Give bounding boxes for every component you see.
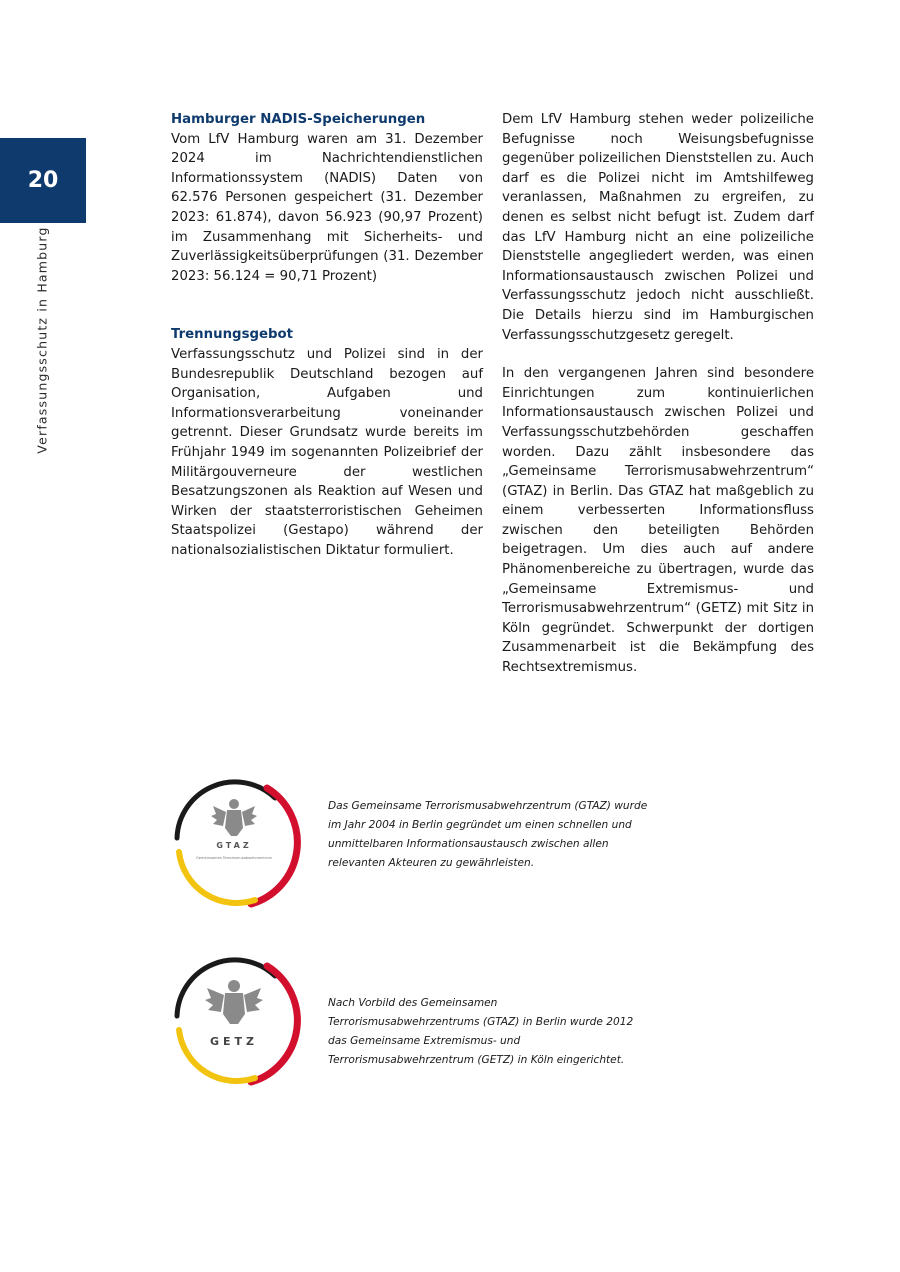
section-body-trennungsgebot: Verfassungsschutz und Polizei sind in der Bundesrepublik Deutschland bezogen auf Organisation, Aufgaben und Informationsverarbeitung voneinander getrennt. Dieser Grundsatz wurde bereits im Frühjahr 1949 im sogenannten Polizeibrief der Militärgouverneure der westlichen Besatzungszonen als Reaktion auf Wesen und Wirken der staatsterroristischen Geheimen Staatspolizei (Gestapo) während der nationalsozialistischen Diktatur formuliert. xyxy=(171,346,483,558)
section-heading-trennungsgebot: Trennungsgebot xyxy=(171,327,294,343)
gtaz-logo xyxy=(163,770,305,912)
page-number-tab xyxy=(0,138,86,223)
getz-logo xyxy=(163,948,305,1090)
eagle-icon xyxy=(211,799,257,836)
section-heading-nadis: Hamburger NADIS-Speicherungen xyxy=(171,112,426,127)
getz-caption: Nach Vorbild des Gemeinsamen Terrorismusabwehrzentrums (GTAZ) in Berlin wurde 2012 das Gemeinsame Extremismus- und Terrorismusabwehrzentrum (GETZ) in Köln eingerichtet. xyxy=(328,997,634,1066)
eagle-icon xyxy=(205,980,263,1024)
paragraph-befugnisse: Dem LfV Hamburg stehen weder polizeiliche Befugnisse noch Weisungsbefugnisse gegenüber polizeilichen Dienststellen zu. Auch darf es die Polizei nicht im Amtshilfeweg veranlassen, Maßnahmen zu ergreifen, zu denen es selbst nicht befugt ist. Zudem darf das LfV Hamburg nicht an eine polizeiliche Dienststelle angegliedert werden, was einen Informationsaustausch zwischen Polizei und Verfassungsschutz jedoch nicht ausschließt. Die Details hierzu sind im Hamburgischen Verfassungsschutzgesetz geregelt. xyxy=(502,112,814,343)
right-column xyxy=(502,110,814,678)
side-running-title: Verfassungsschutz in Hamburg xyxy=(34,226,50,454)
logo-label: GETZ xyxy=(209,1035,259,1048)
logo-sublabel: Gemeinsames Terrorismusabwehrzentrum xyxy=(195,856,273,860)
page-number: 20 xyxy=(27,168,59,193)
logo-label: GTAZ xyxy=(216,841,252,850)
left-column xyxy=(171,110,483,560)
paragraph-einrichtungen: In den vergangenen Jahren sind besondere Einrichtungen zum kontinuierlichen Informationsaustausch zwischen Polizei und Verfassungsschutzbehörden geschaffen worden. Dazu zählt insbesondere das „Gemeinsame Terrorismusabwehrzentrum“ (GTAZ) in Berlin. Das GTAZ hat maßgeblich zu einem verbesserten Informationsfluss zwischen den beteiligten Behörden beigetragen. Um dies auch auf andere Phänomenbereiche zu übertragen, wurde das „Gemeinsame Extremismus- und Terrorismusabwehrzentrum“ (GETZ) mit Sitz in Köln gegründet. Schwerpunkt der dortigen Zusammenarbeit ist die Bekämpfung des Rechtsextremismus. xyxy=(502,366,814,676)
section-body-nadis: Vom LfV Hamburg waren am 31. Dezember 2024 im Nachrichtendienstlichen Informationssystem (NADIS) Daten von 62.576 Personen gespeichert (31. Dezember 2023: 61.874), davon 56.923 (90,97 Prozent) im Zusammenhang mit Sicherheits- und Zuverlässigkeitsüberprüfungen (31. Dezember 2023: 56.124 = 90,71 Prozent) xyxy=(171,131,483,284)
gtaz-caption: Das Gemeinsame Terrorismusabwehrzentrum (GTAZ) wurde im Jahr 2004 in Berlin gegründet um einen schnellen und unmittelbaren Informationsaustausch zwischen allen relevanten Akteuren zu gewährleisten. xyxy=(328,800,648,869)
